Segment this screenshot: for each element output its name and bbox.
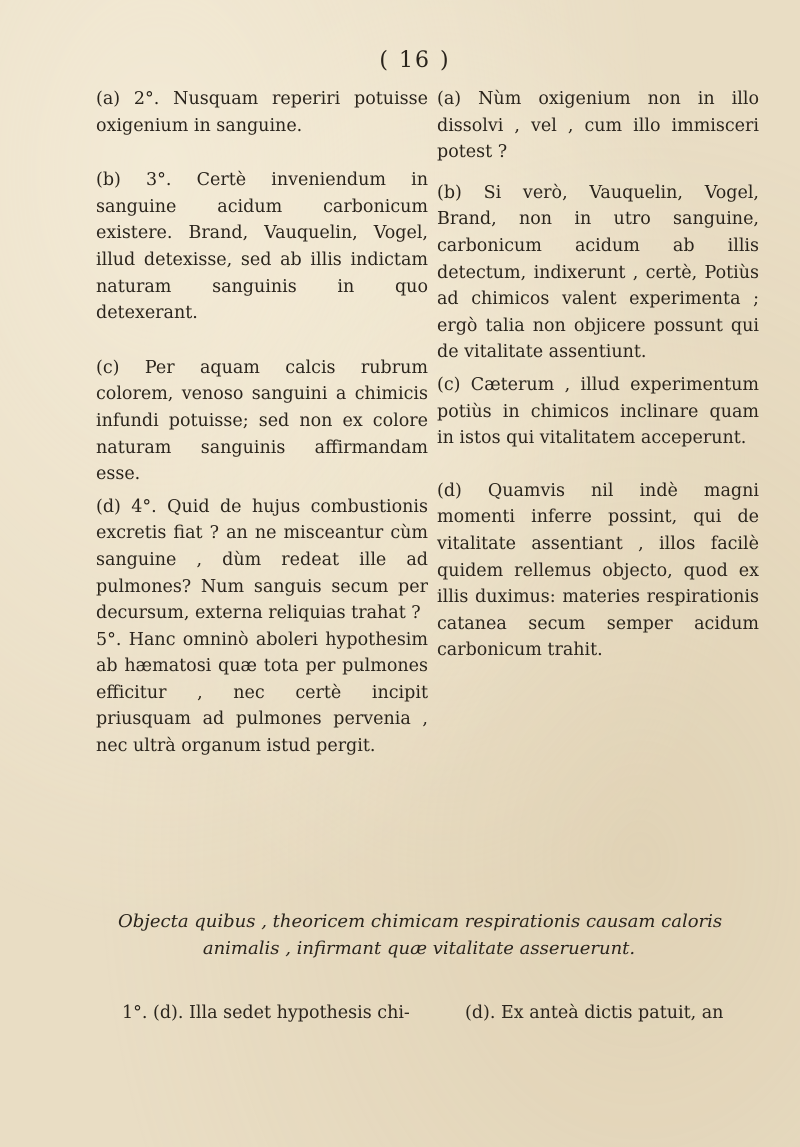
right-paragraph-a: (a) Nùm oxigenium non in illo dissolvi , vel , cum illo immisceri potest ? — [437, 89, 759, 163]
right-column — [437, 86, 759, 664]
section-heading — [118, 908, 760, 962]
right-paragraph-b: (b) Si verò, Vauquelin, Vogel, Brand, non in utro sanguine, carbonicum acidum ab illis detectum, indixerunt , certè, Potiùs ad chimicos valent experimenta ; ergò talia non objicere possunt qui de vitalitate assentiunt. — [437, 182, 759, 363]
section-heading-line-2: animalis , infirmant quæ vitalitate asseruerunt. — [202, 938, 636, 959]
left-paragraph-e: 5°. Hanc omninò aboleri hypothesim ab hæmatosi quæ tota per pulmones efficitur , nec certè incipit priusquam ad pulmones pervenia , nec ultrà organum istud pergit. — [96, 629, 428, 757]
left-paragraph-a: (a) 2°. Nusquam reperiri potuisse oxigenium in sanguine. — [96, 89, 428, 136]
left-paragraph-c: (c) Per aquam calcis rubrum colorem, venoso sanguini a chimicis infundi potuisse; sed non ex colore naturam sanguinis affirmandam esse. — [96, 357, 428, 485]
left-column — [96, 86, 428, 760]
section-heading-line-1: Objecta quibus , theoricem chimicam respirationis causam caloris — [118, 911, 723, 932]
page-number: ( 16 ) — [379, 48, 451, 73]
right-paragraph-d: (d) Quamvis nil indè magni momenti inferre possint, qui de vitalitate assentiant , illos facilè quidem rellemus objecto, quod ex illis duximus: materies respirationis catanea secum semper acidum carbonicum trahit. — [437, 480, 759, 661]
bottom-left-line: 1°. (d). Illa sedet hypothesis chi- — [122, 1003, 410, 1023]
right-paragraph-c: (c) Cæterum , illud experimentum potiùs in chimicos inclinare quam in istos qui vitalitatem acceperunt. — [437, 374, 759, 449]
left-paragraph-b: (b) 3°. Certè inveniendum in sanguine acidum carbonicum existere. Brand, Vauquelin, Vogel, illud detexisse, sed ab illis indictam naturam sanguinis in quo detexerant. — [96, 170, 428, 324]
bottom-right-line: (d). Ex anteà dictis patuit, an — [465, 1003, 724, 1023]
left-paragraph-d: (d) 4°. Quid de hujus combustionis excretis fiat ? an ne misceantur cùm sanguine , dùm redeat ille ad pulmones? Num sanguis secum per decursum, externa reliquias trahat ? — [96, 496, 428, 624]
